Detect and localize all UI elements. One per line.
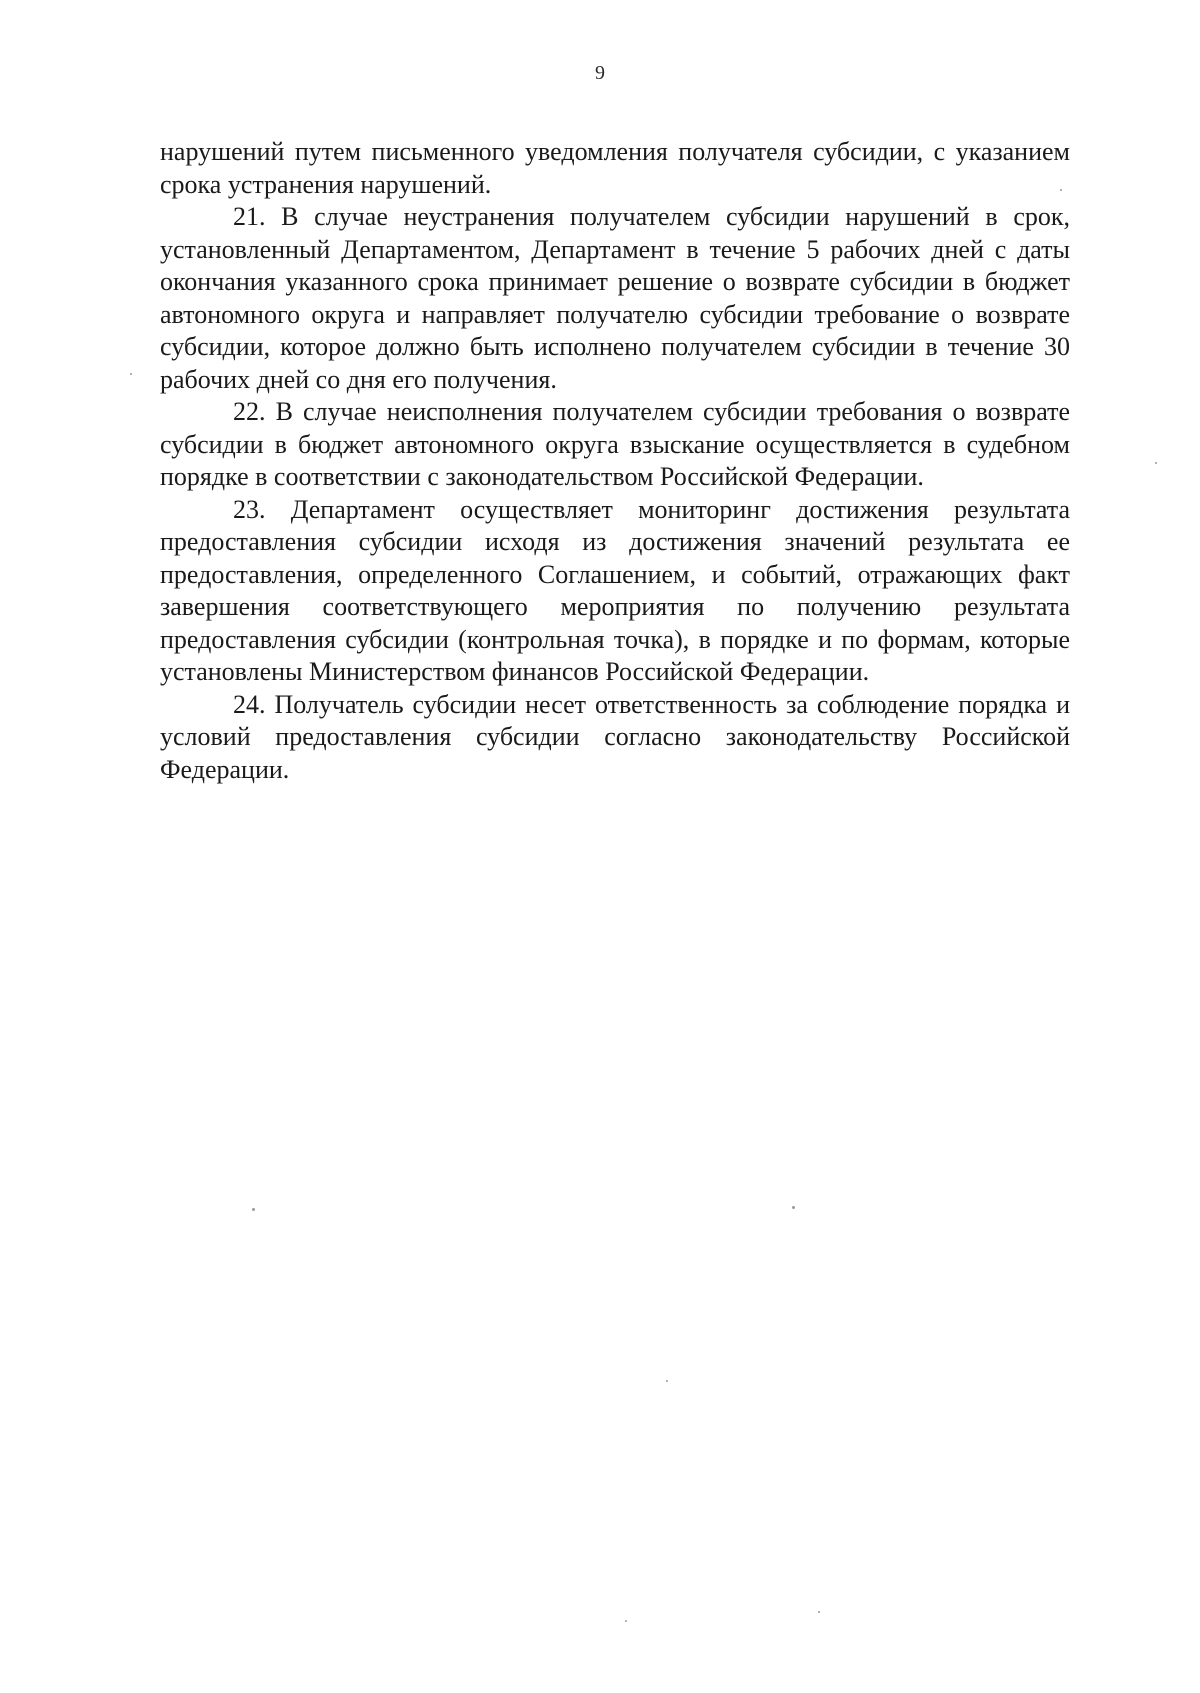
scan-speck: [666, 1380, 668, 1382]
scan-speck: [792, 1206, 795, 1209]
scan-speck: [818, 1611, 820, 1613]
scan-speck: [625, 1620, 627, 1622]
paragraph-24: 24. Получатель субсидии несет ответственность за соблюдение порядка и условий предоставления субсидии согласно законодательству Российской Федерации.: [160, 689, 1070, 784]
paragraph-22: 22. В случае неисполнения получателем субсидии требования о возврате субсидии в бюджет автономного округа взыскание осуществляется в судебном порядке в соответствии с законодательством Российской Федерации.: [160, 397, 1070, 491]
page-number: 9: [595, 62, 605, 84]
paragraph-23: 23. Департамент осуществляет мониторинг достижения результата предоставления субсидии исходя из достижения значений результата ее предоставления, определенного Соглашением, и событий, отражающих факт завершения соответствующего мероприятия по получению результата предоставления субсидии (контрольная точка), в порядке и по формам, которые установлены Министерством финансов Российской Федерации.: [160, 494, 1070, 686]
scan-speck: [130, 373, 132, 375]
scan-speck: [1060, 189, 1062, 191]
scan-speck: [252, 1208, 255, 1211]
paragraph-continuation: нарушений путем письменного уведомления получателя субсидии, с указанием срока устранения нарушений.: [160, 137, 1070, 199]
scan-speck: [1155, 462, 1157, 464]
document-body: [160, 136, 1070, 786]
paragraph-21: 21. В случае неустранения получателем субсидии нарушений в срок, установленный Департаментом, Департамент в течение 5 рабочих дней с даты окончания указанного срока принимает решение о возврате субсидии в бюджет автономного округа и направляет получателю субсидии требование о возврате субсидии, которое должно быть исполнено получателем субсидии в течение 30 рабочих дней со дня его получения.: [160, 202, 1070, 394]
